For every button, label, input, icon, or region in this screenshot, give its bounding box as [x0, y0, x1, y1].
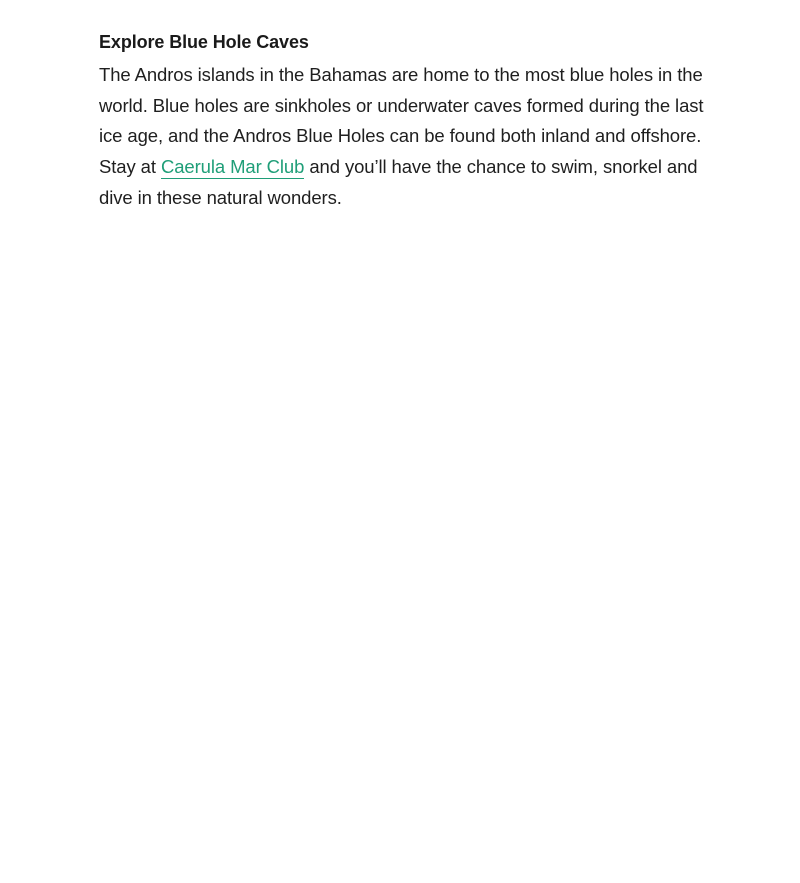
article-section — [99, 29, 711, 214]
section-heading: Explore Blue Hole Caves — [99, 32, 309, 52]
paragraph-text-after-link: and you’ll have the chance to swim, snorkel and dive in these natural wonders. — [99, 156, 698, 208]
section-paragraph — [99, 60, 711, 214]
caerula-mar-club-link[interactable]: Caerula Mar Club — [160, 156, 305, 178]
paragraph-text-before-link: The Andros islands in the Bahamas are home to the most blue holes in the world. Blue holes are sinkholes or underwater caves formed during the last ice age, and the Andros Blue Holes can be found both inland and offshore. Stay at — [99, 64, 704, 178]
